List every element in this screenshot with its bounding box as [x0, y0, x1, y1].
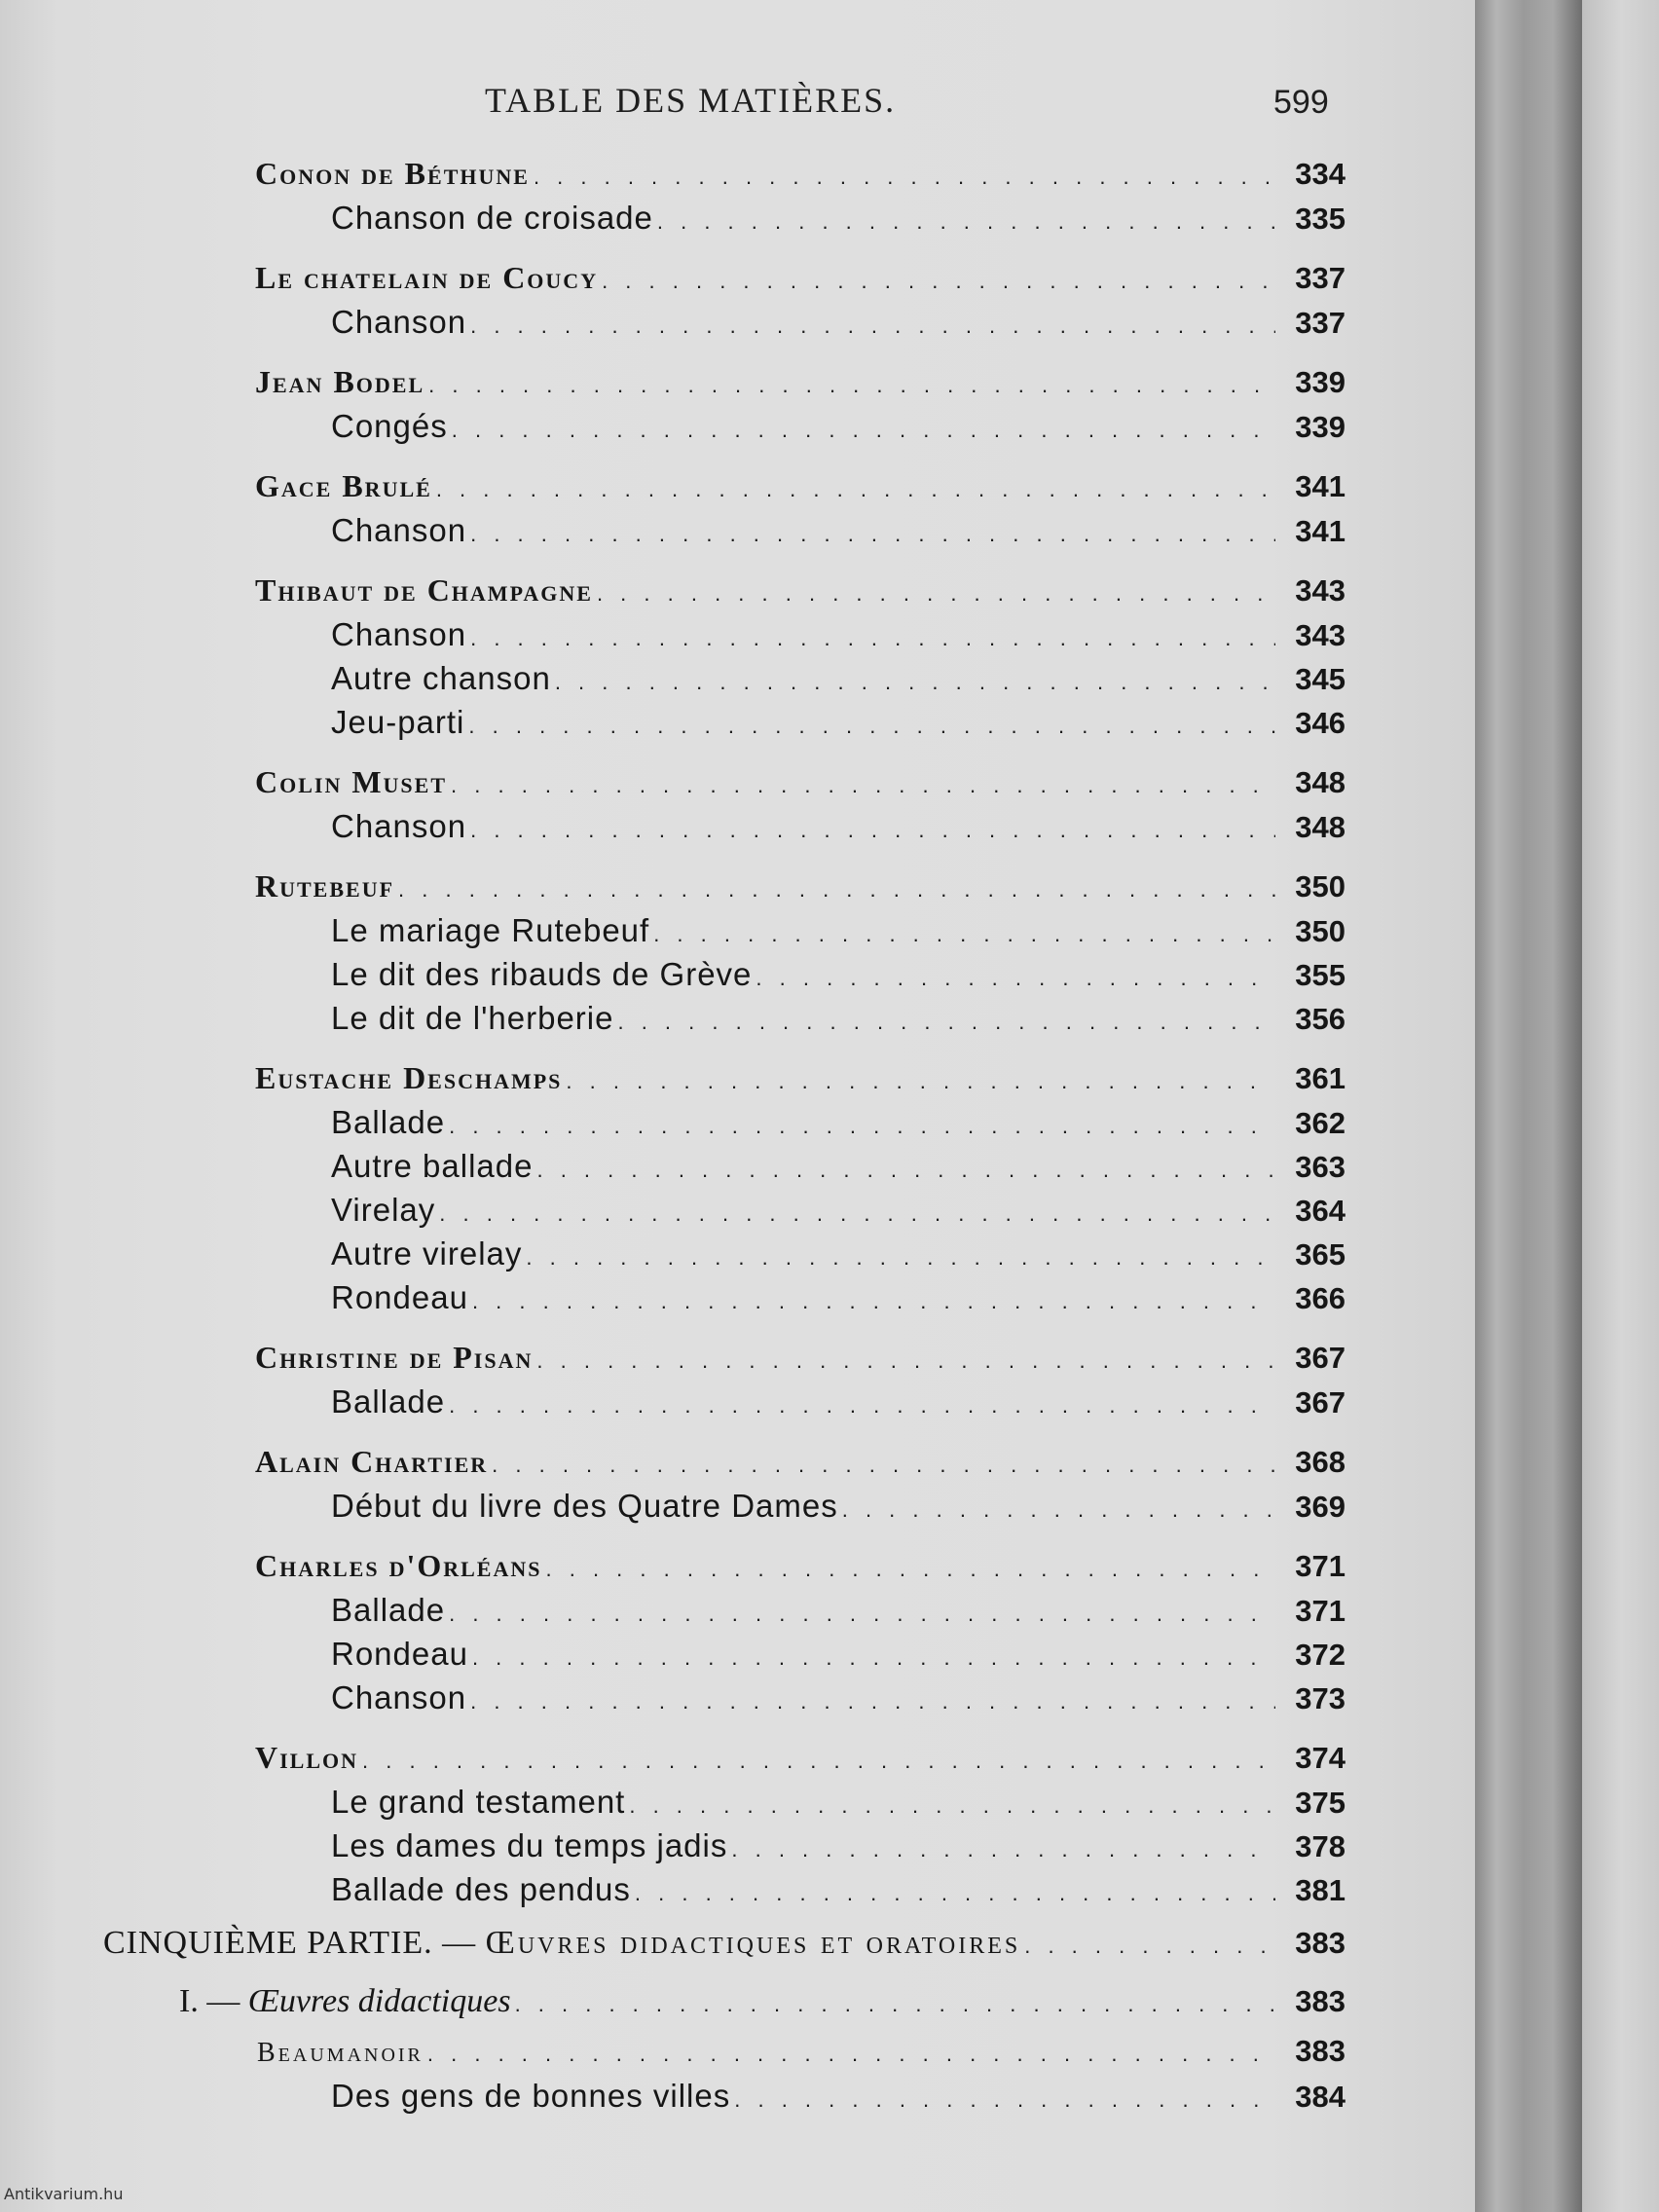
dot-leader — [468, 714, 1275, 739]
part-title: CINQUIÈME PARTIE. — — [103, 1925, 477, 1961]
dot-leader — [470, 522, 1275, 547]
toc-work-entry — [331, 1000, 1346, 1043]
entry-label: Autre virelay — [331, 1235, 523, 1272]
entry-page-number: 363 — [1295, 1150, 1346, 1184]
entry-page-number: 367 — [1295, 1341, 1346, 1375]
dot-leader — [536, 1348, 1275, 1374]
toc-work-entry — [331, 512, 1346, 555]
dot-leader — [428, 373, 1275, 398]
entry-label: Les dames du temps jadis — [331, 1827, 728, 1863]
entry-page-number: 355 — [1295, 958, 1346, 992]
toc-work-entry — [331, 912, 1346, 955]
entry-page-number: 381 — [1295, 1873, 1346, 1907]
entry-label: Colin Muset — [255, 764, 448, 799]
facing-page-edge — [1582, 0, 1659, 2212]
section-title: Œuvres didactiques — [247, 1983, 511, 2019]
dot-leader — [492, 1453, 1275, 1478]
toc-work-entry — [331, 956, 1346, 999]
entry-label: Le dit des ribauds de Grève — [331, 956, 753, 992]
toc-section-heading — [179, 1983, 1346, 2026]
toc-work-entry — [331, 704, 1346, 747]
entry-page-number: 348 — [1295, 765, 1346, 799]
part-subtitle: Œuvres didactiques et oratoires — [485, 1925, 1021, 1961]
entry-label: Chanson — [331, 1679, 467, 1715]
entry-page-number: 343 — [1295, 573, 1346, 608]
entry-label: Rondeau — [331, 1279, 468, 1315]
entry-label: Le mariage Rutebeuf — [331, 912, 650, 948]
dot-leader — [635, 1881, 1275, 1906]
entry-label: Villon — [255, 1740, 359, 1775]
dot-leader — [597, 581, 1275, 607]
toc-part-heading — [103, 1925, 1346, 1968]
toc-work-entry — [331, 304, 1346, 347]
entry-page-number: 365 — [1295, 1237, 1346, 1272]
dot-leader — [536, 1158, 1275, 1183]
entry-page-number: 346 — [1295, 706, 1346, 740]
entry-label: Début du livre des Quatre Dames — [331, 1488, 838, 1524]
entry-page-number: 350 — [1295, 869, 1346, 903]
toc-work-entry — [331, 1636, 1346, 1678]
entry-label: Beaumanoir — [257, 2038, 424, 2068]
entry-page-number: 364 — [1295, 1194, 1346, 1228]
toc-author-entry — [255, 156, 1346, 199]
toc-work-entry — [331, 1279, 1346, 1322]
entry-page-number: 337 — [1295, 306, 1346, 340]
dot-leader — [629, 1793, 1275, 1819]
entry-page-number: 383 — [1295, 2034, 1346, 2068]
dot-leader — [451, 773, 1275, 798]
entry-label — [103, 1925, 1020, 1962]
entry-label: Alain Chartier — [255, 1444, 489, 1479]
entry-page-number: 366 — [1295, 1281, 1346, 1315]
toc-author-entry — [255, 1444, 1346, 1487]
dot-leader — [472, 1645, 1275, 1671]
dot-leader — [842, 1497, 1275, 1523]
entry-page-number: 341 — [1295, 514, 1346, 548]
entry-page-number: 361 — [1295, 1061, 1346, 1095]
dot-leader — [734, 2087, 1275, 2113]
entry-page-number: 367 — [1295, 1385, 1346, 1419]
entry-label: Chanson — [331, 616, 467, 652]
entry-page-number: 371 — [1295, 1594, 1346, 1628]
page-number: 599 — [1273, 84, 1329, 121]
dot-leader — [602, 269, 1275, 294]
dot-leader — [362, 1749, 1275, 1774]
entry-label: Jean Bodel — [255, 364, 425, 399]
toc-author-entry — [255, 572, 1346, 615]
entry-page-number: 369 — [1295, 1490, 1346, 1524]
entry-page-number: 374 — [1295, 1741, 1346, 1775]
entry-label: Autre ballade — [331, 1148, 534, 1184]
toc-work-entry — [331, 1192, 1346, 1235]
dot-leader — [657, 209, 1275, 235]
entry-label: Ballade des pendus — [331, 1871, 631, 1907]
toc-author-entry — [255, 260, 1346, 303]
dot-leader — [515, 1992, 1275, 2017]
entry-label: Virelay — [331, 1192, 436, 1228]
toc-author-entry — [255, 1548, 1346, 1591]
dot-leader — [472, 1289, 1275, 1314]
toc-work-entry — [331, 1104, 1346, 1147]
entry-label: Charles d'Orléans — [255, 1548, 542, 1583]
entry-page-number: 337 — [1295, 261, 1346, 295]
dot-leader — [470, 818, 1275, 843]
entry-label: Ballade — [331, 1383, 446, 1419]
entry-label: Ballade — [331, 1592, 446, 1628]
entry-label: Le grand testament — [331, 1784, 626, 1820]
toc-work-entry — [331, 1679, 1346, 1722]
toc-work-entry — [331, 616, 1346, 659]
toc-work-entry — [331, 1871, 1346, 1914]
entry-page-number: 371 — [1295, 1549, 1346, 1583]
dot-leader — [546, 1557, 1276, 1582]
entry-label: Des gens de bonnes villes — [331, 2078, 731, 2114]
entry-page-number: 383 — [1295, 1984, 1346, 2018]
dot-leader — [452, 418, 1275, 443]
entry-page-number: 362 — [1295, 1106, 1346, 1140]
entry-label — [179, 1983, 511, 2020]
toc-work-entry — [331, 660, 1346, 703]
dot-leader — [731, 1837, 1275, 1862]
entry-page-number: 343 — [1295, 618, 1346, 652]
entry-page-number: 375 — [1295, 1786, 1346, 1820]
dot-leader — [439, 1201, 1275, 1227]
dot-leader — [470, 1689, 1275, 1714]
entry-page-number: 368 — [1295, 1445, 1346, 1479]
dot-leader — [436, 477, 1275, 502]
entry-label: Le chatelain de Coucy — [255, 260, 599, 295]
entry-label: Jeu-parti — [331, 704, 465, 740]
dot-leader — [470, 626, 1275, 651]
toc-author-entry — [255, 1340, 1346, 1382]
toc-author-entry — [255, 868, 1346, 911]
toc-author-entry — [255, 764, 1346, 807]
entry-label: Chanson de croisade — [331, 200, 653, 236]
toc-work-entry — [331, 1383, 1346, 1426]
toc-work-entry — [331, 200, 1346, 242]
entry-page-number: 335 — [1295, 202, 1346, 236]
entry-label: Rondeau — [331, 1636, 468, 1672]
toc-work-entry — [331, 1148, 1346, 1191]
toc-work-entry — [331, 1592, 1346, 1635]
entry-page-number: 350 — [1295, 914, 1346, 948]
toc-author-entry — [255, 1740, 1346, 1783]
entry-page-number: 372 — [1295, 1638, 1346, 1672]
dot-leader — [427, 2042, 1275, 2067]
toc-work-entry — [331, 1784, 1346, 1826]
dot-leader — [555, 670, 1275, 695]
entry-page-number: 383 — [1295, 1926, 1346, 1960]
entry-label: Rutebeuf — [255, 868, 395, 903]
entry-page-number: 384 — [1295, 2080, 1346, 2114]
toc-author-entry — [255, 1060, 1346, 1103]
watermark-text: Antikvarium.hu — [4, 2185, 124, 2203]
toc-author-entry — [257, 2034, 1346, 2077]
section-number: I. — — [179, 1983, 240, 2019]
toc-work-entry — [331, 1235, 1346, 1278]
dot-leader — [534, 165, 1275, 190]
toc-author-entry — [255, 468, 1346, 511]
dot-leader — [653, 922, 1275, 947]
entry-page-number: 378 — [1295, 1829, 1346, 1863]
toc-work-entry — [331, 1827, 1346, 1870]
toc-work-entry — [331, 408, 1346, 451]
entry-label: Congés — [331, 408, 448, 444]
dot-leader — [398, 877, 1275, 903]
toc-work-entry — [331, 808, 1346, 851]
dot-leader — [756, 966, 1275, 991]
dot-leader — [566, 1069, 1275, 1094]
entry-page-number: 334 — [1295, 157, 1346, 191]
entry-page-number: 373 — [1295, 1681, 1346, 1715]
dot-leader — [1024, 1934, 1275, 1959]
dot-leader — [449, 1114, 1275, 1139]
entry-label: Chanson — [331, 808, 467, 844]
entry-label: Autre chanson — [331, 660, 551, 696]
entry-label: Christine de Pisan — [255, 1340, 534, 1375]
dot-leader — [449, 1602, 1275, 1627]
dot-leader — [470, 313, 1275, 339]
entry-label: Ballade — [331, 1104, 446, 1140]
entry-label: Conon de Béthune — [255, 156, 530, 191]
entry-label: Eustache Deschamps — [255, 1060, 563, 1095]
entry-label: Chanson — [331, 512, 467, 548]
entry-label: Thibaut de Champagne — [255, 572, 593, 608]
entry-label: Chanson — [331, 304, 467, 340]
dot-leader — [449, 1393, 1275, 1419]
book-spine — [1475, 0, 1582, 2212]
entry-page-number: 348 — [1295, 810, 1346, 844]
dot-leader — [526, 1245, 1275, 1271]
entry-label: Le dit de l'herberie — [331, 1000, 614, 1036]
toc-work-entry — [331, 1488, 1346, 1530]
entry-page-number: 341 — [1295, 469, 1346, 503]
toc-work-entry — [331, 2078, 1346, 2120]
toc-author-entry — [255, 364, 1346, 407]
entry-page-number: 356 — [1295, 1002, 1346, 1036]
entry-page-number: 339 — [1295, 410, 1346, 444]
running-title: TABLE DES MATIÈRES. — [485, 81, 897, 120]
dot-leader — [617, 1010, 1275, 1035]
entry-page-number: 339 — [1295, 365, 1346, 399]
entry-label: Gace Brulé — [255, 468, 432, 503]
entry-page-number: 345 — [1295, 662, 1346, 696]
